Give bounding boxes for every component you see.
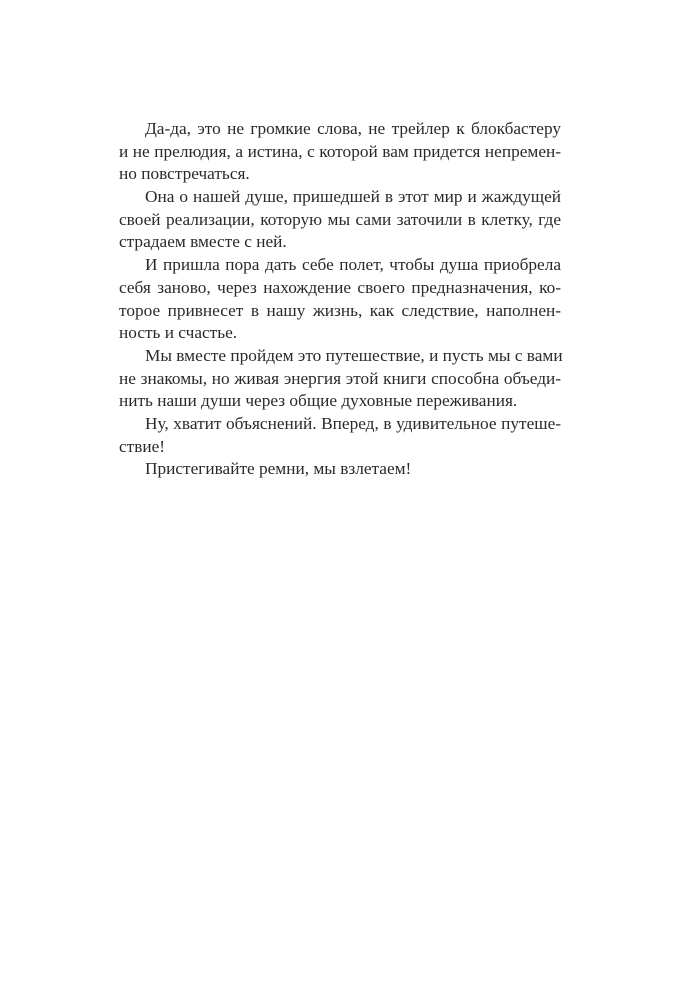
text-line: Ну, хватит объяснений. Вперед, в удивительное путеше-: [145, 413, 561, 433]
paragraph: [119, 413, 561, 458]
text-line: но повстречаться.: [119, 164, 250, 184]
paragraph: [119, 186, 561, 254]
page-body-text: [119, 118, 561, 481]
text-line: себя заново, через нахождение своего предназначения, ко-: [119, 277, 561, 297]
paragraph: [119, 345, 561, 413]
text-line: ствие!: [119, 436, 166, 456]
paragraph: [119, 458, 561, 481]
text-line: и не прелюдия, а истина, с которой вам придется непремен-: [119, 141, 561, 161]
text-line: И пришла пора дать себе полет, чтобы душа приобрела: [145, 255, 561, 275]
text-line: Мы вместе пройдем это путешествие, и пусть мы с вами: [145, 345, 563, 365]
text-line: своей реализации, которую мы сами заточили в клетку, где: [119, 209, 561, 229]
paragraph: [119, 254, 561, 345]
text-line: нить наши души через общие духовные переживания.: [119, 391, 518, 411]
text-line: торое привнесет в нашу жизнь, как следствие, наполнен-: [119, 300, 561, 320]
text-line: Да-да, это не громкие слова, не трейлер к блокбастеру: [145, 119, 561, 138]
text-line: Пристегивайте ремни, мы взлетаем!: [145, 459, 412, 479]
text-line: не знакомы, но живая энергия этой книги способна объеди-: [119, 368, 561, 388]
text-line: Она о нашей душе, пришедшей в этот мир и жаждущей: [145, 187, 561, 207]
text-line: ность и счастье.: [119, 323, 238, 343]
text-line: страдаем вместе с ней.: [119, 232, 287, 252]
paragraph: [119, 118, 561, 186]
